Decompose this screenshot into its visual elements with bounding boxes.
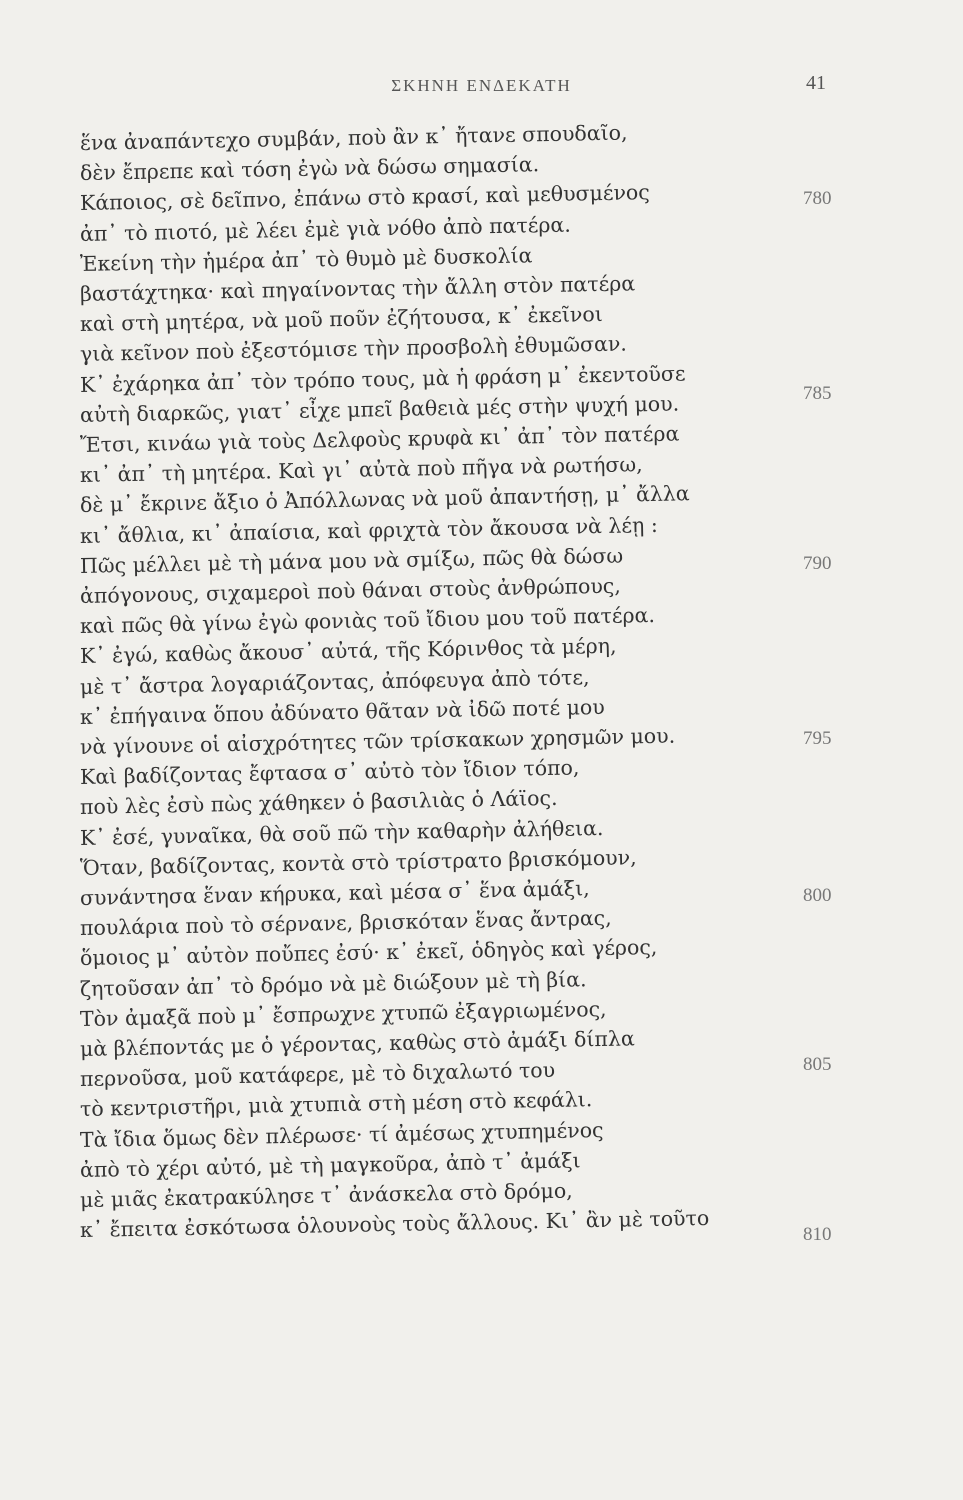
verse-line: βαστάχτηκα· καὶ πηγαίνοντας τὴν ἄλλη στὸν πατέρα	[79, 271, 636, 306]
verse-line: Πῶς μέλλει μὲ τὴ μάνα μου νὰ σμίξω, πῶς θὰ δώσω	[79, 543, 624, 578]
verse-line: ποὺ λὲς ἐσὺ πὼς χάθηκεν ὁ βασιλιὰς ὁ Λάϊος.	[79, 786, 558, 820]
verse-line: μὰ βλέποντάς με ὁ γέροντας, καθὼς στὸ ἀμάξι δίπλα	[79, 1026, 635, 1061]
verse-line: κ᾿ ἔπειτα ἐσκότωσα ὁλουνοὺς τοὺς ἄλλους. Κι᾿ ἂν μὲ τοῦτο	[79, 1206, 710, 1243]
verse-line: ζητοῦσαν ἀπ᾿ τὸ δρόμο νὰ μὲ διώξουν μὲ τὴ βία.	[79, 966, 587, 1001]
verse-line: κι᾿ ἀπ᾿ τὴ μητέρα. Καὶ γι᾿ αὐτὰ ποὺ πῆγα νὰ ρωτήσω,	[79, 452, 643, 488]
verse-line: ἀπὸ τὸ χέρι αὐτό, μὲ τὴ μαγκοῦρα, ἀπὸ τ᾿ ἀμάξι	[79, 1148, 581, 1182]
verse-line: Κ᾿ ἐχάρηκα ἀπ᾿ τὸν τρόπο τους, μὰ ἡ φράση μ᾿ ἐκεντοῦσε	[79, 360, 686, 397]
verse-line: Ἐκείνη τὴν ἡμέρα ἀπ᾿ τὸ θυμὸ μὲ δυσκολία	[79, 243, 533, 276]
verse-line: αὐτὴ διαρκῶς, γιατ᾿ εἶχε μπεῖ βαθειὰ μές στὴν ψυχή μου.	[79, 391, 680, 427]
verse-line: συνάντησα ἕναν κήρυκα, καὶ μέσα σ᾿ ἕνα ἀμάξι,	[79, 876, 590, 910]
verse-line: κι᾿ ἄθλια, κι᾿ ἀπαίσια, καὶ φριχτὰ τὸν ἄκουσα νὰ λέῃ :	[79, 512, 658, 548]
verse-line: πουλάρια ποὺ τὸ σέρνανε, βρισκόταν ἕνας ἄντρας,	[79, 905, 612, 941]
verse-line: καὶ πῶς θὰ γίνω ἐγὼ φονιὰς τοῦ ἴδιου μου τοῦ πατέρα.	[79, 603, 656, 639]
line-number: 795	[803, 728, 832, 749]
verse-line: γιὰ κεῖνον ποὺ ἐξεστόμισε τὴν προσβολὴ ἐθυμῶσαν.	[79, 331, 628, 367]
verse-line: ἕνα ἀναπάντεχο συμβάν, ποὺ ἂν κ᾿ ἤτανε σπουδαῖο,	[79, 120, 628, 155]
verse-line: Κάποιος, σὲ δεῖπνο, ἐπάνω στὸ κρασί, καὶ μεθυσμένος	[79, 180, 650, 216]
line-number: 780	[803, 188, 832, 209]
verse-line: νὰ γίνουνε οἱ αἰσχρότητες τῶν τρίσκακων χρησμῶν μου.	[79, 723, 676, 759]
verse-line: ὅμοιος μ᾿ αὐτὸν ποὔπες ἐσύ· κ᾿ ἐκεῖ, ὁδηγὸς καὶ γέρος,	[79, 935, 658, 971]
line-number: 790	[803, 553, 832, 574]
page-number: 41	[806, 72, 826, 94]
verse-line: κ᾿ ἐπήγαινα ὅπου ἀδύνατο θᾶταν νὰ ἰδῶ ποτέ μου	[79, 694, 605, 729]
verse-line: μὲ τ᾿ ἄστρα λογαριάζοντας, ἀπόφευγα ἀπὸ τότε,	[79, 664, 590, 699]
running-title: ΣΚΗΝΗ ΕΝΔΕΚΑΤΗ	[391, 76, 572, 95]
verse-line: καὶ στὴ μητέρα, νὰ μοῦ ποῦν ἐζήτουσα, κ᾿ ἐκεῖνοι	[79, 302, 604, 337]
verse-line: τὸ κεντριστῆρι, μιὰ χτυπιὰ στὴ μέση στὸ κεφάλι.	[79, 1087, 593, 1122]
verse-line: Καὶ βαδίζοντας ἔφτασα σ᾿ αὐτὸ τὸν ἴδιον τόπο,	[79, 755, 580, 790]
verse-line: μὲ μιᾶς ἐκατρακύλησε τ᾿ ἀνάσκελα στὸ δρόμο,	[79, 1178, 573, 1212]
verse-line: δὲν ἔπρεπε καὶ τόση ἐγὼ νὰ δώσω σημασία.	[79, 152, 540, 186]
verse-line: ἀπόγονους, σιχαμεροὶ ποὺ θάναι στοὺς ἀνθρώπους,	[79, 573, 622, 608]
line-number: 805	[803, 1054, 832, 1075]
line-number: 800	[803, 885, 832, 906]
verse-line: Ὅταν, βαδίζοντας, κοντὰ στὸ τρίστρατο βρισκόμουν,	[79, 845, 637, 880]
verse-line: δὲ μ᾿ ἔκρινε ἄξιο ὁ Ἀπόλλωνας νὰ μοῦ ἀπαντήσῃ, μ᾿ ἄλλα	[79, 481, 690, 518]
verse-line: Κ᾿ ἐσέ, γυναῖκα, θὰ σοῦ πῶ τὴν καθαρὴν ἀλήθεια.	[79, 815, 604, 850]
verse-line: Ἔτσι, κινάω γιὰ τοὺς Δελφοὺς κρυφὰ κι᾿ ἀπ᾿ τὸν πατέρα	[79, 421, 680, 457]
verse-line: Τὸν ἀμαξᾶ ποὺ μ᾿ ἔσπρωχνε χτυπῶ ἐξαγριωμένος,	[79, 996, 607, 1031]
line-number: 810	[803, 1224, 832, 1245]
verse-line: Κ᾿ ἐγώ, καθὼς ἄκουσ᾿ αὐτά, τῆς Κόρινθος τὰ μέρη,	[79, 634, 617, 669]
verse-line: περνοῦσα, μοῦ κατάφερε, μὲ τὸ διχαλωτό του	[79, 1058, 556, 1092]
line-number: 785	[803, 383, 832, 404]
verse-line: ἀπ᾿ τὸ πιοτό, μὲ λέει ἐμὲ γιὰ νόθο ἀπὸ πατέρα.	[79, 212, 571, 246]
verse-line: Τὰ ἴδια ὅμως δὲν πλέρωσε· τί ἀμέσως χτυπημένος	[79, 1117, 604, 1152]
